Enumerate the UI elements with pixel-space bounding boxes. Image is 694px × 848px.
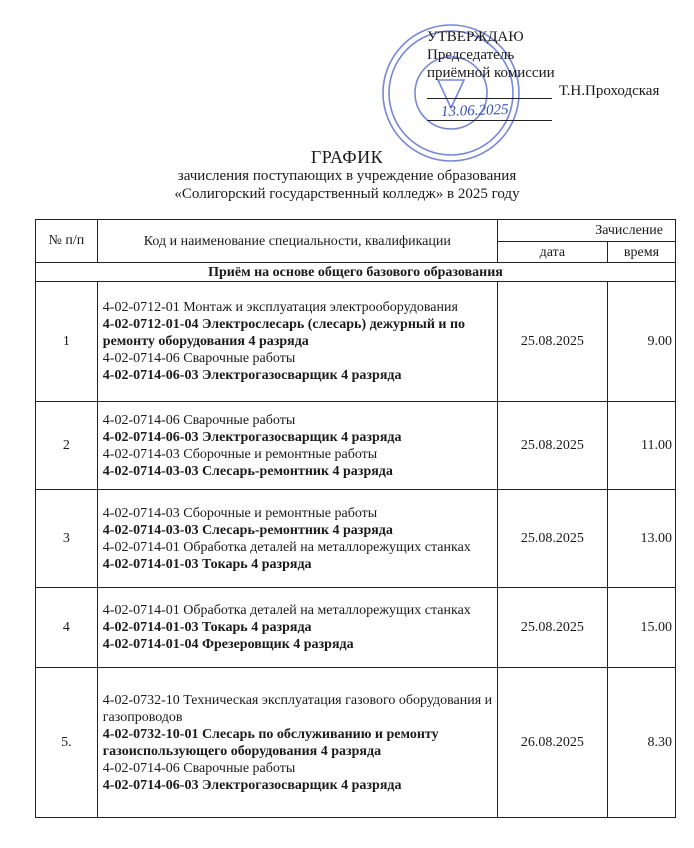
header-enrollment: Зачисление [497,220,675,242]
specialty-line: 4-02-0714-06 Сварочные работы [102,760,296,776]
specialty-cell [97,668,497,818]
enrollment-date: 25.08.2025 [497,402,607,490]
specialty-line: 4-02-0714-06 Сварочные работы [102,351,296,366]
document-subtitle-line2: «Солигорский государственный колледж» в 2025 году [174,186,520,202]
signed-date: 13.06.2025 [440,101,509,121]
specialty-line: 4-02-0712-01 Монтаж и эксплуатация электрооборудования [102,300,458,315]
signature-row [427,82,687,101]
qualification-line: 4-02-0712-01-04 Электрослесарь (слесарь) дежурный и по ремонту оборудования 4 разряда [102,317,466,349]
table-row [36,588,676,668]
specialty-cell [97,490,497,588]
header-num: № п/п [36,220,98,263]
enrollment-time: 11.00 [607,402,675,490]
qualification-line: 4-02-0714-06-03 Электрогазосварщик 4 разряда [102,429,402,445]
qualification-line: 4-02-0714-01-03 Токарь 4 разряда [102,620,312,635]
header-date: дата [497,242,607,263]
table-row [36,402,676,490]
approver-name: Т.Н.Проходская [559,83,660,99]
specialty-line: 4-02-0714-01 Обработка деталей на металлорежущих станках [102,603,471,618]
approval-label: УТВЕРЖДАЮ [427,29,524,45]
row-number: 5. [36,668,98,818]
specialty-line: 4-02-0732-10 Техническая эксплуатация газового оборудования и газопроводов [102,692,493,725]
row-number: 1 [36,282,98,402]
header-time: время [607,242,675,263]
signed-date-row [427,101,687,123]
specialty-cell [97,402,497,490]
header-spec: Код и наименование специальности, квалификации [97,220,497,263]
section-title: Приём на основе общего базового образования [36,263,676,282]
specialty-cell [97,282,497,402]
section-row [36,263,676,282]
enrollment-date: 26.08.2025 [497,668,607,818]
document-subtitle-line1: зачисления поступающих в учреждение образования [177,168,517,184]
enrollment-time: 8.30 [607,668,675,818]
enrollment-time: 13.00 [607,490,675,588]
enrollment-date: 25.08.2025 [497,282,607,402]
qualification-line: 4-02-0714-06-03 Электрогазосварщик 4 разряда [102,368,402,383]
table-row [36,490,676,588]
qualification-line: 4-02-0732-10-01 Слесарь по обслуживанию и ремонту газоиспользующего оборудования 4 разряда [102,726,439,759]
qualification-line: 4-02-0714-03-03 Слесарь-ремонтник 4 разряда [102,463,393,479]
qualification-line: 4-02-0714-03-03 Слесарь-ремонтник 4 разряда [102,522,393,538]
specialty-line: 4-02-0714-06 Сварочные работы [102,412,296,428]
enrollment-date: 25.08.2025 [497,588,607,668]
enrollment-date: 25.08.2025 [497,490,607,588]
document-title: ГРАФИК [310,147,384,167]
enrollment-schedule-table [35,219,676,818]
qualification-line: 4-02-0714-01-03 Токарь 4 разряда [102,556,312,572]
specialty-line: 4-02-0714-03 Сборочные и ремонтные работы [102,446,378,462]
date-line [427,120,552,121]
row-number: 3 [36,490,98,588]
signature-line [427,98,552,99]
table-header-row [36,220,676,242]
qualification-line: 4-02-0714-06-03 Электрогазосварщик 4 разряда [102,777,402,793]
row-number: 2 [36,402,98,490]
approval-block [427,28,687,123]
row-number: 4 [36,588,98,668]
table-row [36,282,676,402]
enrollment-time: 9.00 [607,282,675,402]
specialty-cell [97,588,497,668]
enrollment-time: 15.00 [607,588,675,668]
qualification-line: 4-02-0714-01-04 Фрезеровщик 4 разряда [102,637,354,652]
approver-position-line2: приёмной комиссии [427,65,555,81]
approver-position-line1: Председатель [427,47,515,63]
table-row [36,668,676,818]
specialty-line: 4-02-0714-01 Обработка деталей на металлорежущих станках [102,539,471,555]
specialty-line: 4-02-0714-03 Сборочные и ремонтные работы [102,505,378,521]
